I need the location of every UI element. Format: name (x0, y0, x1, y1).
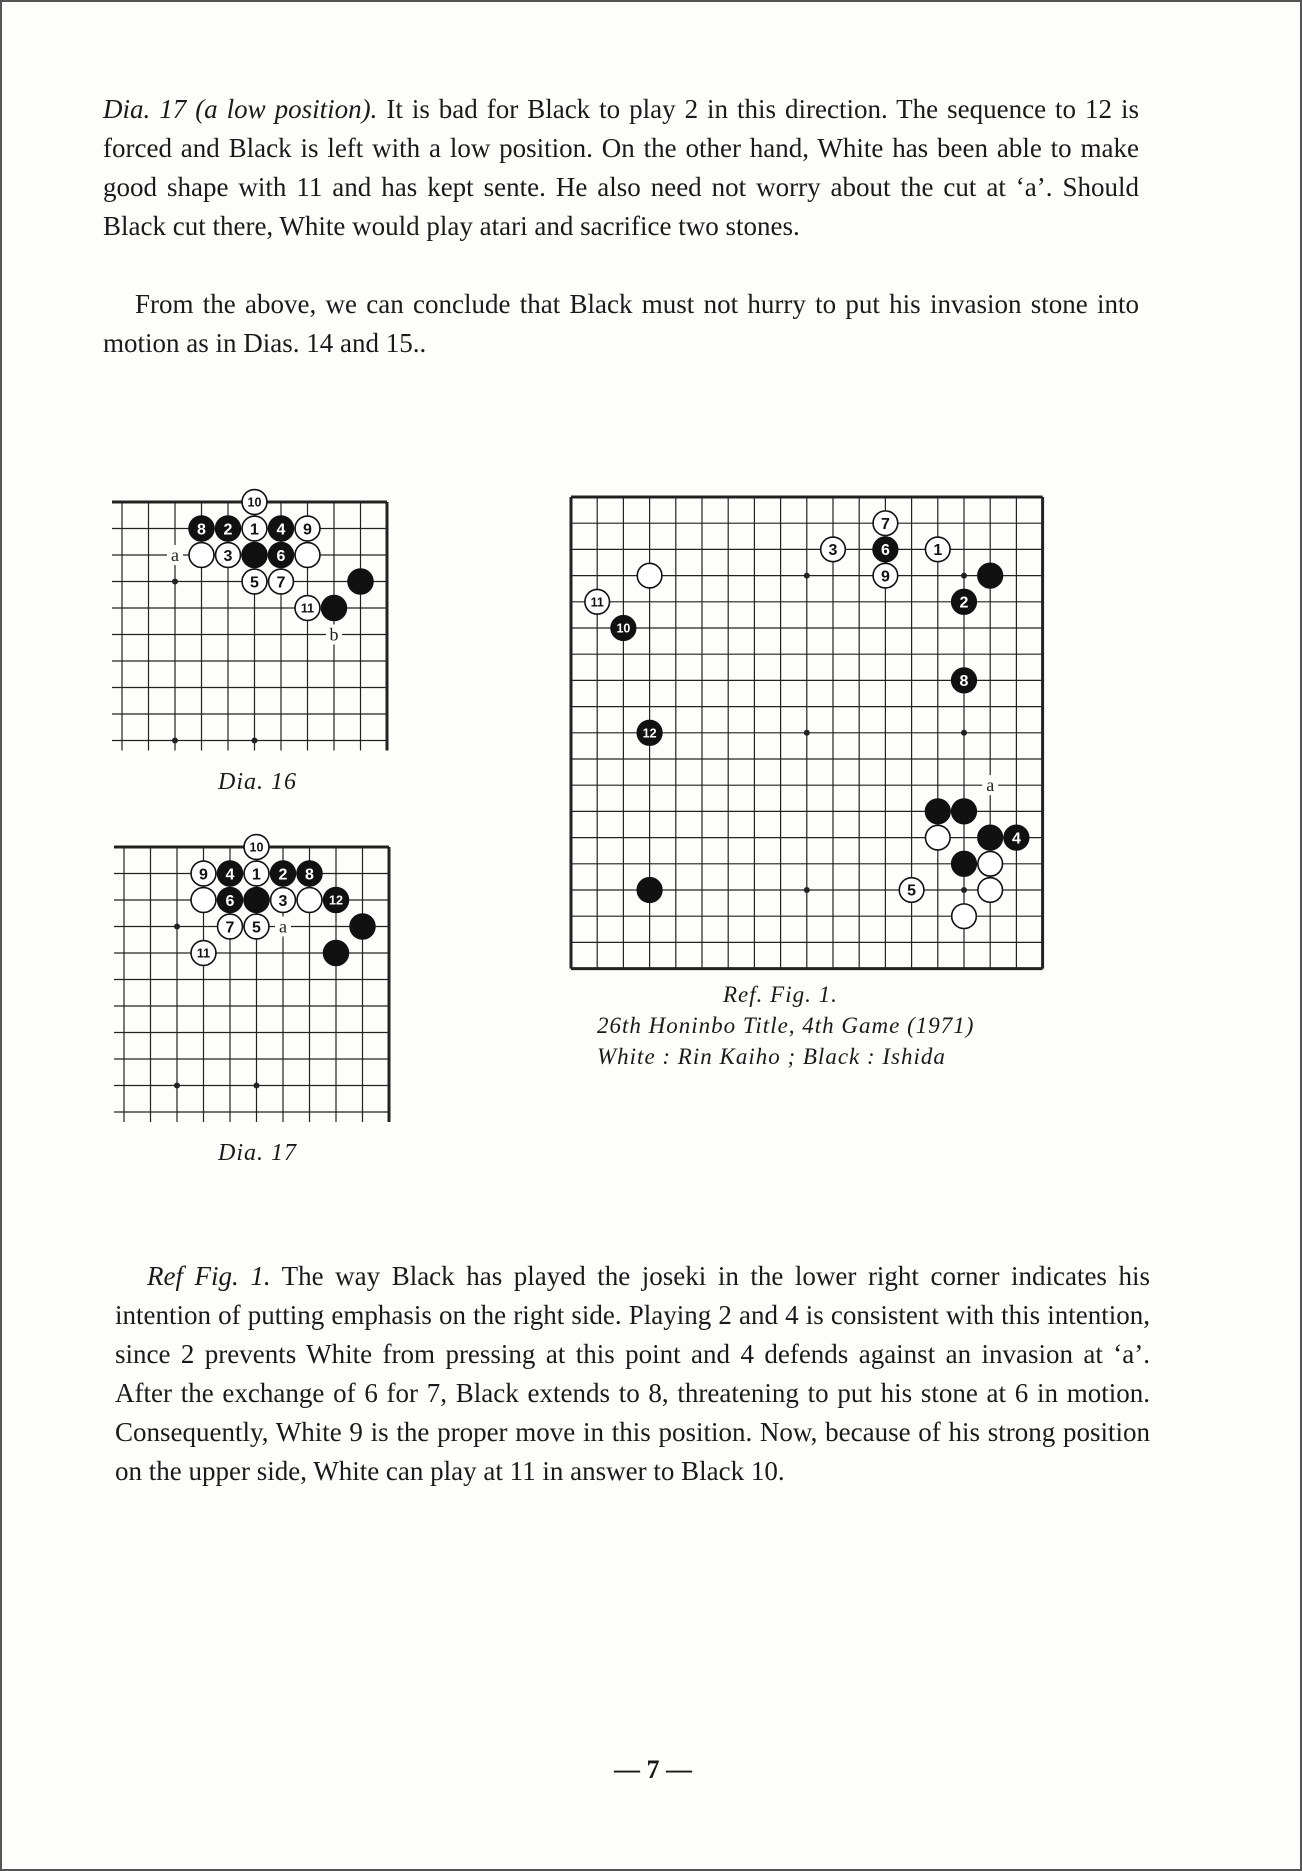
black-stone (978, 825, 1003, 850)
stone-move-number: 5 (250, 574, 259, 592)
board-svg (569, 495, 1045, 971)
stone-move-number: 3 (278, 892, 288, 910)
diagram-caption-dia16: Dia. 16 (218, 769, 297, 795)
hoshi-point (804, 730, 810, 736)
stone-move-number: 1 (252, 866, 261, 884)
stone-move-number: 6 (225, 892, 235, 910)
stone-move-number: 2 (223, 521, 233, 539)
stone-move-number: 11 (590, 595, 604, 610)
black-stone (925, 799, 950, 824)
white-stone (189, 543, 214, 568)
paragraph-conclusion (103, 285, 1139, 363)
white-stone (191, 888, 216, 913)
stone-move-number: 7 (276, 574, 286, 592)
board-letter: b (329, 624, 339, 645)
paragraph-dia17 (103, 90, 1139, 246)
stone-move-number: 5 (907, 882, 917, 900)
paragraph-text: The way Black has played the joseki in the lower right corner indicates his intention of putting emphasis on the right side. Playing 2 and 4 is consistent with this intention, since 2 prevents White from pressing at this point and 4 defends against an invasion at ‘a’. After the exchange of 6 for 7, Black extends to 8, threatening to put his stone at 6 in motion. Consequently, White 9 is the proper move in this position. Now, because of his strong position on the upper side, White can play at 11 in answer to Black 10. (115, 1261, 1150, 1486)
black-stone (350, 914, 375, 939)
paragraph-ref-fig-1 (115, 1257, 1150, 1491)
stone-move-number: 8 (197, 521, 206, 539)
board-letter: a (986, 775, 995, 796)
hoshi-point (172, 738, 178, 744)
stone-move-number: 4 (1011, 830, 1021, 848)
stone-move-number: 9 (199, 866, 208, 884)
stone-move-number: 3 (223, 547, 233, 565)
hoshi-point (174, 1083, 180, 1089)
board-svg (110, 490, 399, 753)
stone-move-number: 3 (828, 542, 838, 560)
hoshi-point (804, 573, 810, 579)
hoshi-point (961, 730, 967, 736)
black-stone (952, 851, 977, 876)
ref-fig-players: White : Rin Kaiho ; Black : Ishida (597, 1044, 946, 1069)
black-stone (978, 563, 1003, 588)
hoshi-point (961, 573, 967, 579)
stone-move-number: 10 (616, 621, 631, 636)
stone-move-number: 2 (278, 866, 288, 884)
stone-move-number: 11 (300, 601, 315, 616)
white-stone (637, 563, 662, 588)
stone-move-number: 10 (249, 840, 264, 855)
diagram-caption-dia17: Dia. 17 (218, 1140, 297, 1166)
paragraph-label: Dia. 17 (a low position). (103, 94, 378, 124)
stone-move-number: 8 (959, 673, 969, 691)
stone-move-number: 12 (329, 893, 343, 908)
paragraph-text: It is bad for Black to play 2 in this direction. The sequence to 12 is forced and Black is left with a low position. On the other hand, White has been able to make good shape with 11 and has kept sente. He also need not worry about the cut at ‘a’. Should Black cut there, White would play atari and sacrifice two stones. (103, 94, 1139, 241)
black-stone (348, 569, 373, 594)
stone-move-number: 10 (247, 495, 262, 510)
go-diagram-ref-fig-1 (569, 495, 1045, 971)
go-diagram-dia17 (112, 835, 401, 1124)
white-stone (297, 888, 322, 913)
ref-fig-caption (597, 979, 974, 1072)
white-stone (925, 825, 950, 850)
black-stone (952, 799, 977, 824)
stone-move-number: 5 (252, 919, 261, 937)
stone-move-number: 1 (933, 542, 943, 560)
stone-move-number: 9 (880, 568, 890, 586)
stone-move-number: 9 (303, 521, 312, 539)
hoshi-point (174, 924, 180, 930)
hoshi-point (961, 887, 967, 893)
white-stone (952, 904, 977, 929)
stone-move-number: 7 (880, 515, 890, 533)
white-stone (978, 851, 1003, 876)
board-svg (112, 835, 401, 1124)
stone-move-number: 6 (276, 547, 286, 565)
paragraph-text: From the above, we can conclude that Black must not hurry to put his invasion stone into motion as in Dias. 14 and 15.. (103, 289, 1139, 358)
white-stone (978, 878, 1003, 903)
stone-move-number: 8 (305, 866, 314, 884)
stone-move-number: 4 (225, 866, 235, 884)
stone-move-number: 1 (250, 521, 259, 539)
stone-move-number: 4 (276, 521, 286, 539)
ref-fig-game: 26th Honinbo Title, 4th Game (1971) (597, 1013, 975, 1038)
page-number: — 7 — (614, 1755, 692, 1784)
black-stone (324, 941, 349, 966)
stone-move-number: 2 (959, 594, 969, 612)
ref-fig-title: Ref. Fig. 1. (723, 982, 838, 1007)
white-stone (295, 543, 320, 568)
board-letter: a (279, 916, 287, 937)
paragraph-label: Ref Fig. 1. (147, 1261, 271, 1291)
stone-move-number: 12 (642, 726, 657, 741)
black-stone (244, 888, 269, 913)
hoshi-point (254, 1083, 260, 1089)
stone-move-number: 6 (880, 542, 890, 560)
stone-move-number: 11 (196, 946, 211, 961)
hoshi-point (172, 579, 178, 585)
hoshi-point (804, 887, 810, 893)
hoshi-point (252, 738, 258, 744)
black-stone (637, 878, 662, 903)
go-diagram-dia16 (110, 490, 399, 753)
stone-move-number: 7 (225, 919, 235, 937)
board-letter: a (171, 545, 179, 565)
black-stone (322, 596, 347, 621)
black-stone (242, 543, 267, 568)
